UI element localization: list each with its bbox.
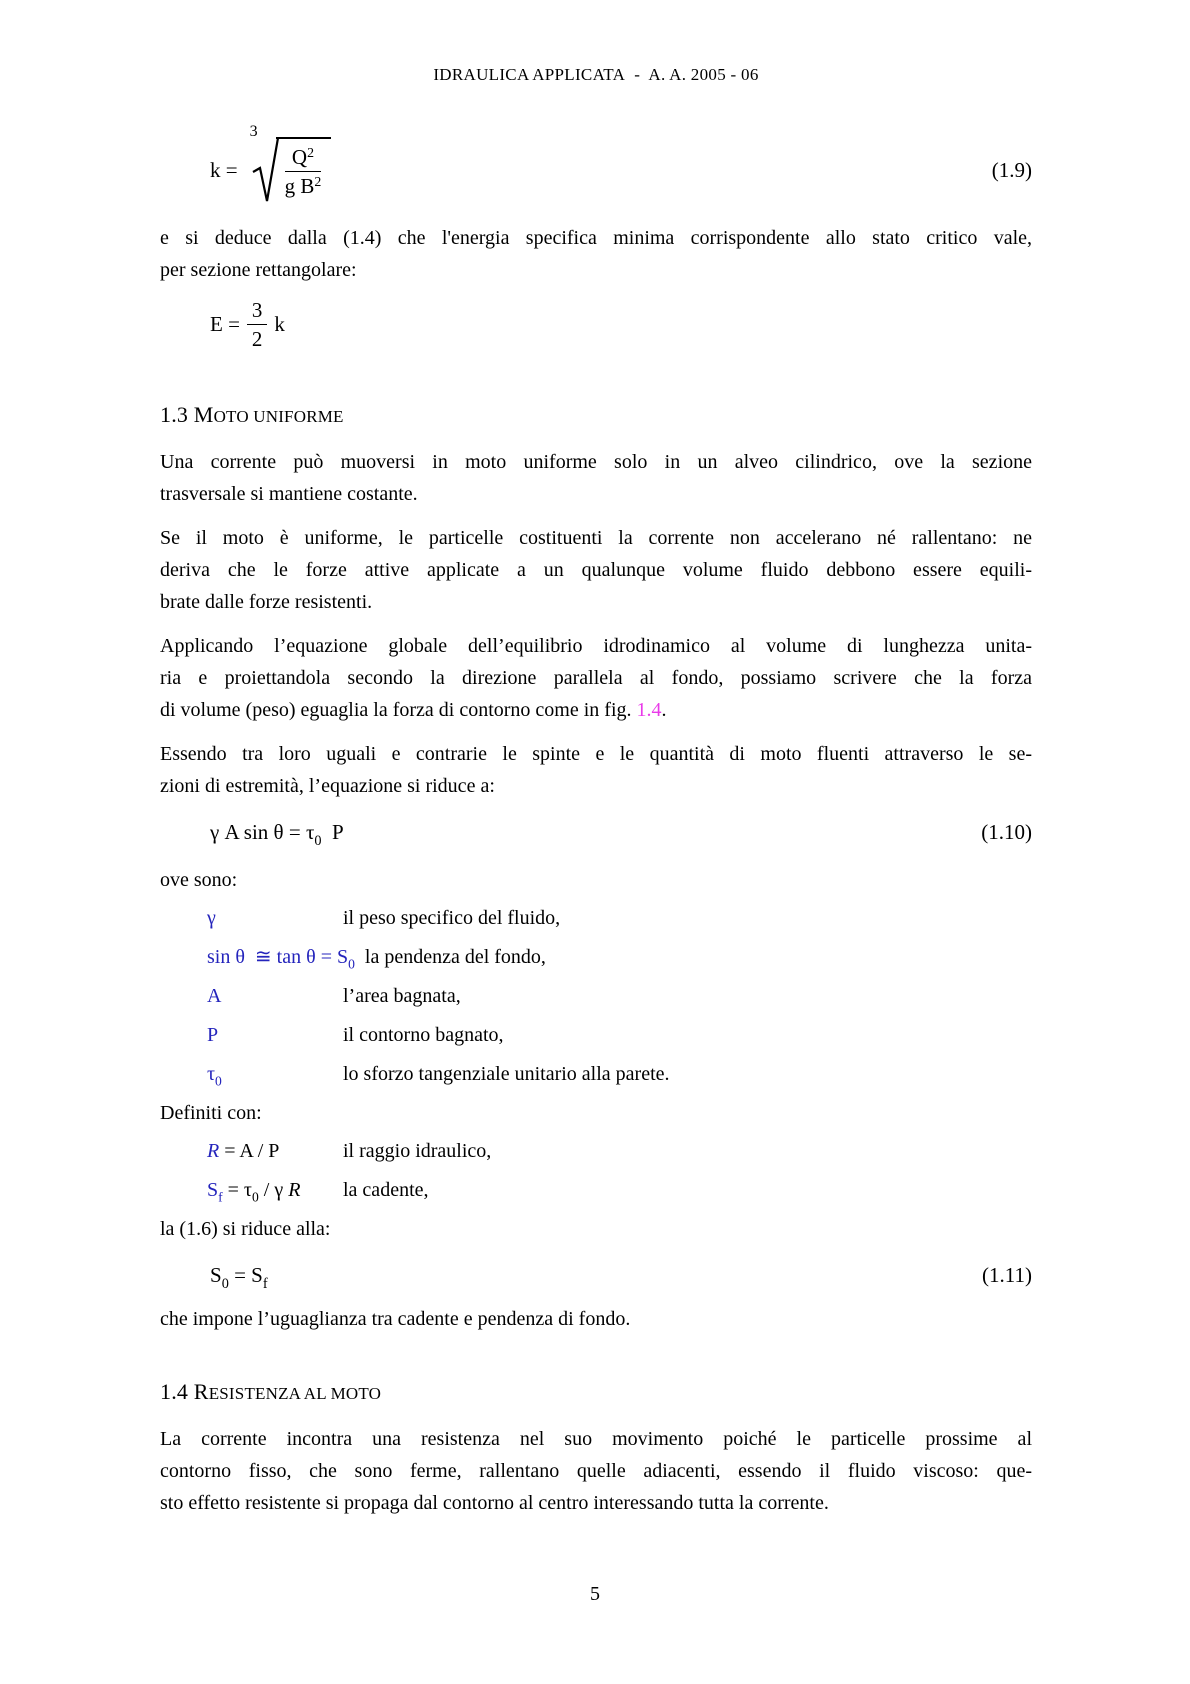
definition-symbol [207, 1058, 343, 1090]
definition-description: l’area bagnata, [343, 985, 461, 1007]
equation-number: (1.10) [981, 820, 1032, 844]
fraction-numerator: 3 [247, 297, 268, 325]
definition-description: il peso specifico del fluido, [343, 907, 561, 929]
root-index: 3 [249, 123, 258, 140]
fraction-denominator: 2 [251, 326, 263, 351]
text-segment: sin θ ≅ $\tan \theta = S_0$ [207, 946, 355, 972]
text-line: La corrente incontra una resistenza nel suo movimento poiché le particelle prossime al [160, 1428, 1032, 1450]
text-segment: ESISTENZA AL MOTO [208, 1384, 382, 1403]
section-heading-1-4 [160, 1379, 1032, 1407]
paragraph [160, 1423, 1032, 1519]
text-segment: = $\tau_0$ / γ [222, 1179, 289, 1205]
radical-sign-icon [252, 135, 279, 207]
definition-symbol [207, 980, 343, 1012]
text-line: contorno fisso, che sono ferme, rallentano quelle adiacenti, essendo il fluido viscoso: que- [160, 1460, 1032, 1482]
paragraph [160, 738, 1032, 802]
definition-symbol [207, 1019, 343, 1051]
section-heading-1-3 [160, 402, 1032, 430]
equation-1-11 [160, 1259, 1032, 1291]
paragraph [160, 630, 1032, 726]
text-line: brate dalle forze resistenti. [160, 591, 373, 613]
equation-lhs: k = [210, 158, 238, 182]
text-segment: = A / P [219, 1140, 280, 1162]
text-line: zioni di estremità, l’equazione si riduce a: [160, 775, 495, 797]
definition-symbol [207, 941, 365, 973]
equation-rhs: k [274, 312, 285, 336]
cube-root [249, 123, 332, 207]
text-line: sto effetto resistente si propaga dal contorno al centro interessando tutta la corrente. [160, 1492, 829, 1514]
definition-list [160, 1135, 1032, 1206]
text-line: ria e proiettandola secondo la direzione parallela al fondo, possiamo scrivere che la forza [160, 667, 1032, 689]
definition-row [160, 1135, 1032, 1167]
definition-description: la cadente, [343, 1179, 429, 1201]
text-line: Una corrente può muoversi in moto uniforme solo in un alveo cilindrico, ove la sezione [160, 451, 1032, 473]
text-segment: 1.4 R [160, 1379, 209, 1404]
equation-lhs: E = [210, 312, 240, 336]
definition-description: il contorno bagnato, [343, 1024, 504, 1046]
text-line [160, 694, 1032, 726]
text-line: Applicando l’equazione globale dell’equilibrio idrodinamico al volume di lunghezza unita- [160, 635, 1032, 657]
equation-E [160, 292, 1032, 356]
definition-description: la pendenza del fondo, [364, 946, 546, 968]
equation-body: $S_0 = S_f$ [210, 1263, 268, 1292]
page-number: 5 [590, 1583, 600, 1605]
text-line: Essendo tra loro uguali e contrarie le spinte e le quantità di moto fluenti attraverso le se- [160, 743, 1032, 765]
definition-description: il raggio idraulico, [343, 1140, 492, 1162]
paragraph [160, 522, 1032, 618]
equation-1-10 [160, 816, 1032, 848]
lead-in-text: la (1.6) si riduce alla: [160, 1218, 331, 1240]
text-line: e si deduce dalla (1.4) che l'energia specifica minima corrispondente allo stato critico vale, [160, 227, 1032, 249]
definition-row [160, 980, 1032, 1012]
fraction-numerator: $Q^2$ [285, 144, 322, 172]
equation-number: (1.9) [991, 158, 1032, 182]
paragraph: che impone l’uguaglianza tra cadente e pendenza di fondo. [160, 1308, 631, 1330]
text-line: per sezione rettangolare: [160, 259, 357, 281]
text-segment: 1.3 M [160, 402, 214, 427]
definition-description: lo sforzo tangenziale unitario alla parete. [343, 1063, 670, 1085]
equation-1-9 [160, 123, 1032, 210]
definition-symbol [207, 1174, 343, 1206]
definition-row [160, 1058, 1032, 1090]
paragraph [160, 222, 1032, 286]
text-line: trasversale si mantiene costante. [160, 483, 418, 505]
text-segment: P [207, 1024, 219, 1046]
text-segment: $\tau_0$ [207, 1063, 222, 1089]
definition-symbol [207, 902, 343, 934]
lead-in-text: ove sono: [160, 869, 238, 891]
text-segment: A [207, 985, 222, 1007]
text-segment: di volume (peso) eguaglia la forza di contorno come in fig. [160, 699, 637, 721]
lead-in-text: Definiti con: [160, 1102, 262, 1124]
equation-body: γ A $\sin \theta = \tau_0$ P [210, 820, 344, 849]
text-segment: OTO UNIFORME [213, 407, 344, 426]
fraction [285, 144, 322, 199]
definition-list [160, 902, 1032, 1090]
text-segment: R [288, 1179, 301, 1201]
equation-number: (1.11) [982, 1263, 1032, 1287]
paragraph [160, 446, 1032, 510]
definition-row [160, 902, 1032, 934]
fraction [247, 297, 268, 352]
text-segment: R [207, 1140, 220, 1162]
definition-row [160, 1174, 1032, 1206]
fig-ref-link[interactable]: 1.4 [636, 699, 662, 721]
radicand [276, 137, 332, 199]
definition-row [160, 1019, 1032, 1051]
text-line: Se il moto è uniforme, le particelle costituenti la corrente non accelerano né rallentano: ne [160, 527, 1032, 549]
running-header: IDRAULICA APPLICATA - A. A. 2005 - 06 [433, 65, 759, 84]
definition-row [160, 941, 1032, 973]
text-segment: $S_f$ [207, 1179, 223, 1205]
text-line: deriva che le forze attive applicate a un qualunque volume fluido debbono essere equili- [160, 559, 1032, 581]
fraction-denominator: g $B^2$ [284, 174, 322, 198]
definition-symbol [207, 1135, 343, 1167]
text-segment: γ [207, 907, 216, 929]
text-segment: . [661, 699, 667, 721]
